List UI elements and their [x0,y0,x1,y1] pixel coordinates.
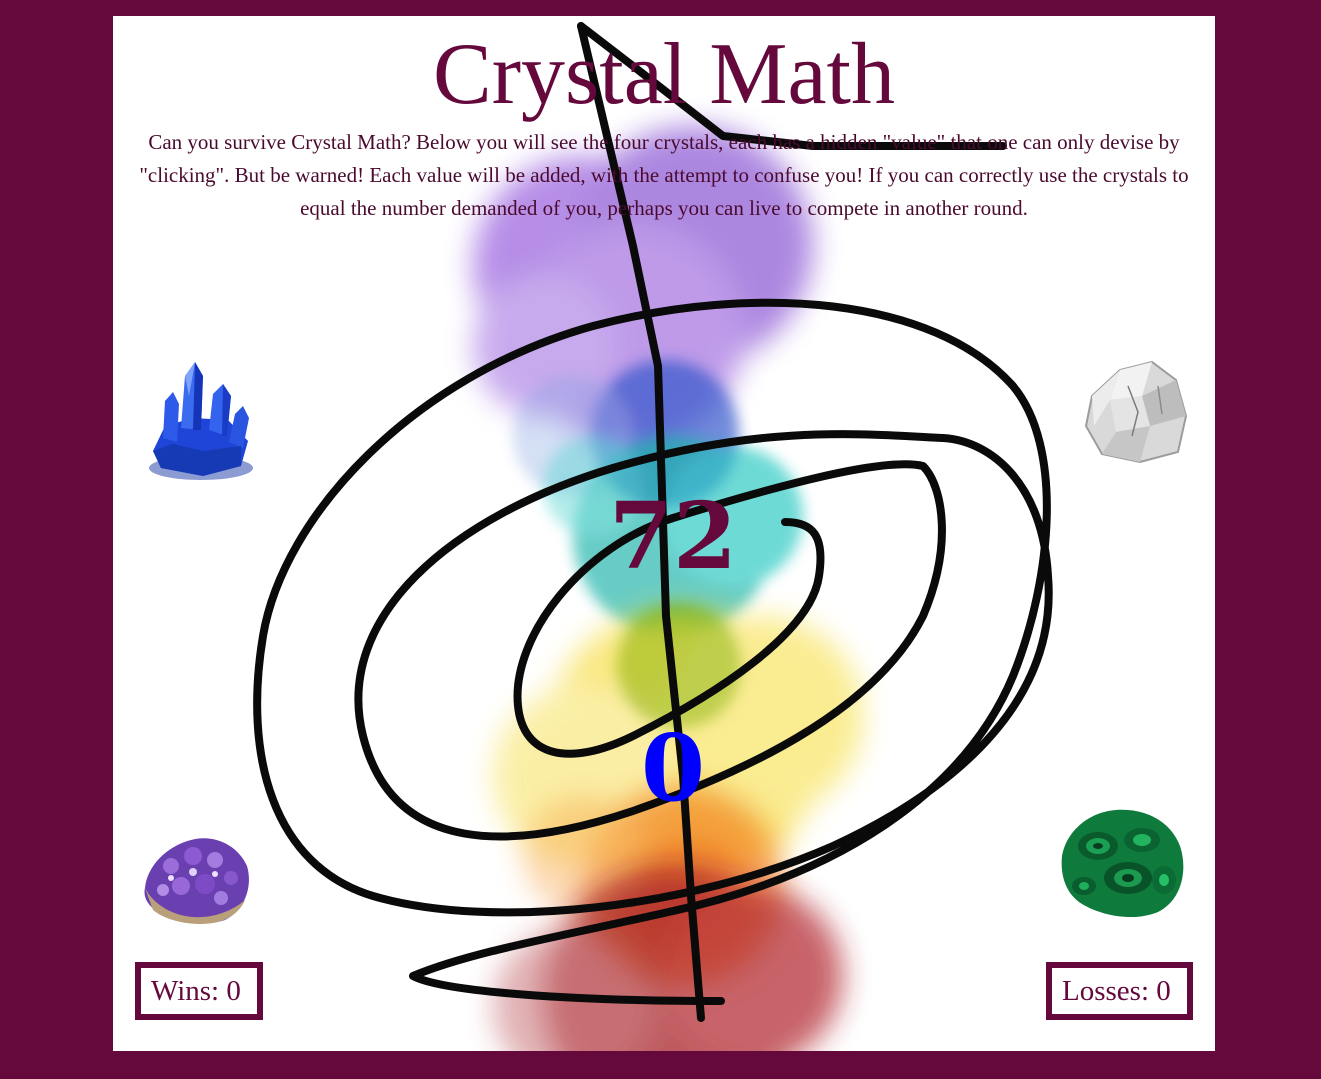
target-number: 72 [608,482,738,590]
game-instructions: Can you survive Crystal Math? Below you will see the four crystals, each has a hidden "value" that one can only devise by "clicking". But be warned! Each value will be added, with the attempt to confuse you! If you can correctly use the crystals to equal the number demanded of you, perhaps you can live to compete in another round. [139,130,1189,220]
current-total: 0 [640,714,705,822]
amethyst-crystal-icon [141,826,253,926]
clear-quartz-crystal-icon [1080,356,1190,466]
game-board [113,16,1215,1051]
clear-quartz-crystal-button[interactable] [1080,356,1190,466]
blue-crystal-icon [143,356,258,486]
malachite-crystal-button[interactable] [1058,806,1188,921]
malachite-crystal-icon [1058,806,1188,921]
losses-counter: Losses: 0 [1046,962,1193,1020]
blue-crystal-button[interactable] [143,356,258,486]
amethyst-crystal-button[interactable] [141,826,253,926]
wins-counter: Wins: 0 [135,962,263,1020]
page-title: Crystal Math [433,26,895,123]
